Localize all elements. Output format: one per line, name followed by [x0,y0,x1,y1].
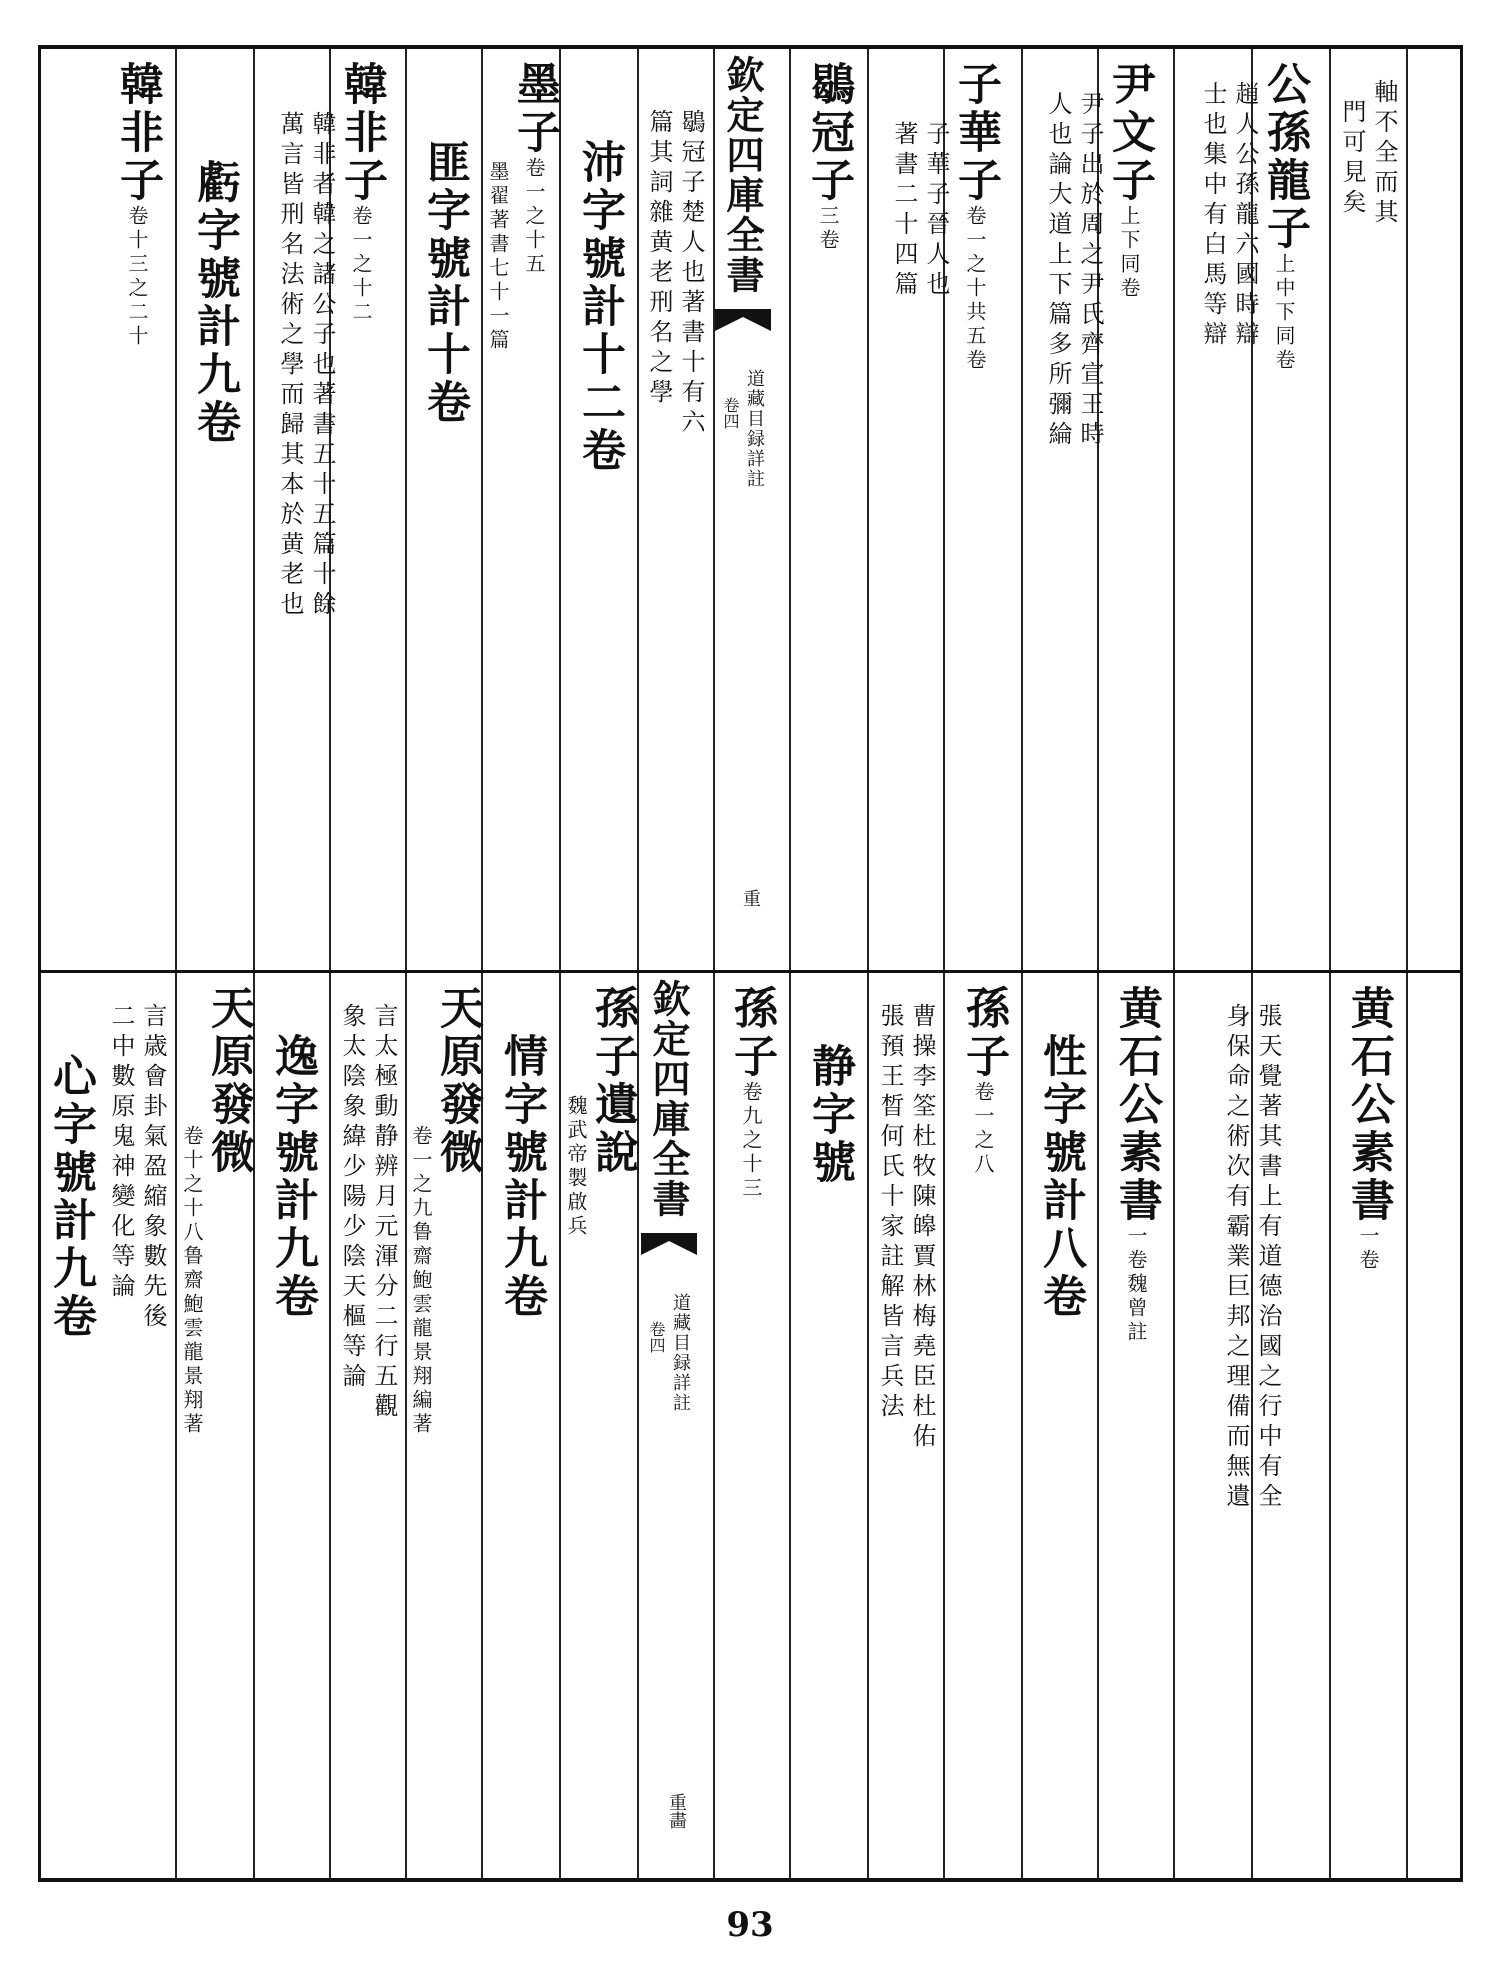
entry-qing-section [483,1033,559,1321]
column-rule [1406,49,1408,974]
annotation-line: 趙人公孫龍六國時辯 [1231,81,1259,351]
book-title: 天原發微 [432,985,483,1177]
fish-tail-mark [641,1233,697,1263]
annotation-line: 張預王晳何氏十家註解皆言兵法 [876,1003,904,1423]
annotation-line: 曹操李筌杜牧陳皞賈林梅堯臣杜佑 [908,1003,936,1453]
folio-number: 重畵 [666,1793,687,1829]
entry-fei-section [407,139,481,427]
annotation-line: 韓非者韓之諸公子也著書五十五篇十餘 [308,111,336,621]
entry-xing-section [1023,1033,1097,1321]
book-title: 孫子 [726,985,777,1081]
book-title: 黄石公素書 [1111,985,1162,1225]
entry-huangshigong-notes [1175,1003,1329,1513]
book-title: 尹文子 [1104,61,1155,205]
section-heading: 性字號計八卷 [1035,1033,1086,1321]
juan-number: 卷四 [721,397,740,429]
entry-hanfeizi-2 [99,61,175,349]
section-heading: 匪字號計十卷 [419,139,470,427]
entry-yinwenzi [1021,61,1173,451]
volume-note: 卷一之十二 [349,205,373,325]
entry-tianyuanfawei-2 [177,985,253,1437]
volume-note: 卷一之十五 [522,157,546,277]
top-panel [38,45,1463,974]
volume-note: 魏武帝製啟兵 [564,1095,588,1239]
book-title: 鶡冠子 [803,61,854,205]
entry-gongsunlongzi [1175,61,1329,373]
book-title: 子華子 [950,61,1001,205]
annotation-line: 墨翟著書七十一篇 [486,161,510,353]
volume-note: 上中下同卷 [1272,253,1296,373]
entry-tianyuanfawei-notes [331,1003,405,1423]
volume-note: 上下同卷 [1117,205,1141,301]
volume-note: 卷十三之二十 [125,205,149,349]
entry-kui-section [177,159,251,447]
volume-note: 卷十之十八鲁齋鮑雲龍景翔著 [180,1125,204,1437]
annotation-line: 著書二十四篇 [890,121,918,301]
annotation-line: 象太陰象緯少陽少陰天樞等論 [338,1003,366,1393]
page-number: 93 [726,1905,774,1945]
annotation-line: 士也集中有白馬等辯 [1199,81,1227,351]
entry-sunzi-yishuo [561,985,637,1239]
volume-note: 卷一之九鲁齋鮑雲龍景翔編著 [409,1125,433,1437]
volume-note: 卷九之十三 [739,1081,763,1201]
volume-note: 一卷 [1356,1225,1380,1273]
annotation-line: 鶡冠子楚人也著書十有六 [677,109,705,439]
book-title: 墨子 [509,61,560,157]
section-heading: 静字號 [804,1043,855,1187]
book-title: 韓非子 [336,61,387,205]
annotation-line: 言歳會卦氣盈縮象數先後 [139,1003,167,1333]
annotation-line: 萬言皆刑名法術之學而歸其本於黄老也 [276,111,304,621]
centre-column [713,49,775,974]
book-title: 天原發微 [203,985,254,1177]
centre-column [639,973,701,1878]
entry-yi-section [255,1033,329,1321]
annotation-line: 張天覺著其書上有道德治國之行中有全 [1254,1003,1282,1513]
entry-tianyuanfawei [407,985,481,1437]
entry-huangshigong-2 [1099,985,1173,1345]
volume-note: 一卷魏曾註 [1124,1225,1148,1345]
bottom-panel [38,970,1463,1882]
volume-note: 三卷 [816,205,840,253]
annotation-line: 篇其詞雜黄老刑名之學 [645,109,673,409]
source-title: 道藏目録詳註 [670,1293,691,1413]
section-heading: 沛字號計十二卷 [574,139,625,475]
annotation-line: 尹子出於周之尹氏齊宣王時 [1076,91,1104,451]
entry-pei-section [561,139,637,475]
section-heading: 心字號計九卷 [45,1053,96,1341]
annotation-line: 人也論大道上下篇多所彌綸 [1044,91,1072,451]
entry-tianyuanfawei-2-notes [99,1003,175,1333]
book-title: 黄石公素書 [1343,985,1394,1225]
entry-heguanzi-notes [639,109,711,439]
source-title: 道藏目録詳註 [744,369,765,489]
annotation-line: 軸不全而其 [1370,79,1398,229]
entry-huangshigong [1331,985,1405,1273]
juan-number: 卷四 [647,1321,666,1353]
section-heading: 逸字號計九卷 [267,1033,318,1321]
entry-jing-section [791,1043,867,1187]
section-heading: 情字號計九卷 [496,1033,547,1321]
annotation-line: 子華子晉人也 [922,121,950,301]
volume-note: 卷一之八 [971,1081,995,1177]
entry-mozi [483,61,559,353]
entry-zihuazi [867,61,1019,373]
entry-xin-section [43,1053,97,1341]
entry-hanfeizi [253,61,405,621]
book-title: 韓非子 [112,61,163,205]
folio-number: 重 [740,889,761,907]
annotation-line: 門可見矣 [1338,99,1366,219]
series-title: 欽定四庫全書 [646,979,691,1219]
annotation-line: 言太極動静辨月元渾分二行五觀 [370,1003,398,1423]
series-title: 欽定四庫全書 [720,55,765,295]
annotation-line: 身保命之術次有霸業巨邦之理備而無遺 [1222,1003,1250,1513]
book-title: 公孫龍子 [1259,61,1310,253]
column-rule [1406,973,1408,1878]
entry-sunzi [945,985,1021,1177]
entry-heguanzi [791,61,865,253]
section-heading: 虧字號計九卷 [189,159,240,447]
annotation-line: 二中數原鬼神變化等論 [107,1003,135,1303]
fish-tail-mark [715,309,771,339]
entry-sunzi-notes [869,1003,943,1453]
entry-sunzi-2 [715,985,787,1201]
entry-continuation [1331,79,1405,229]
book-title: 孫子遺說 [587,985,638,1177]
volume-note: 卷一之十共五卷 [963,205,987,373]
book-title: 孫子 [958,985,1009,1081]
